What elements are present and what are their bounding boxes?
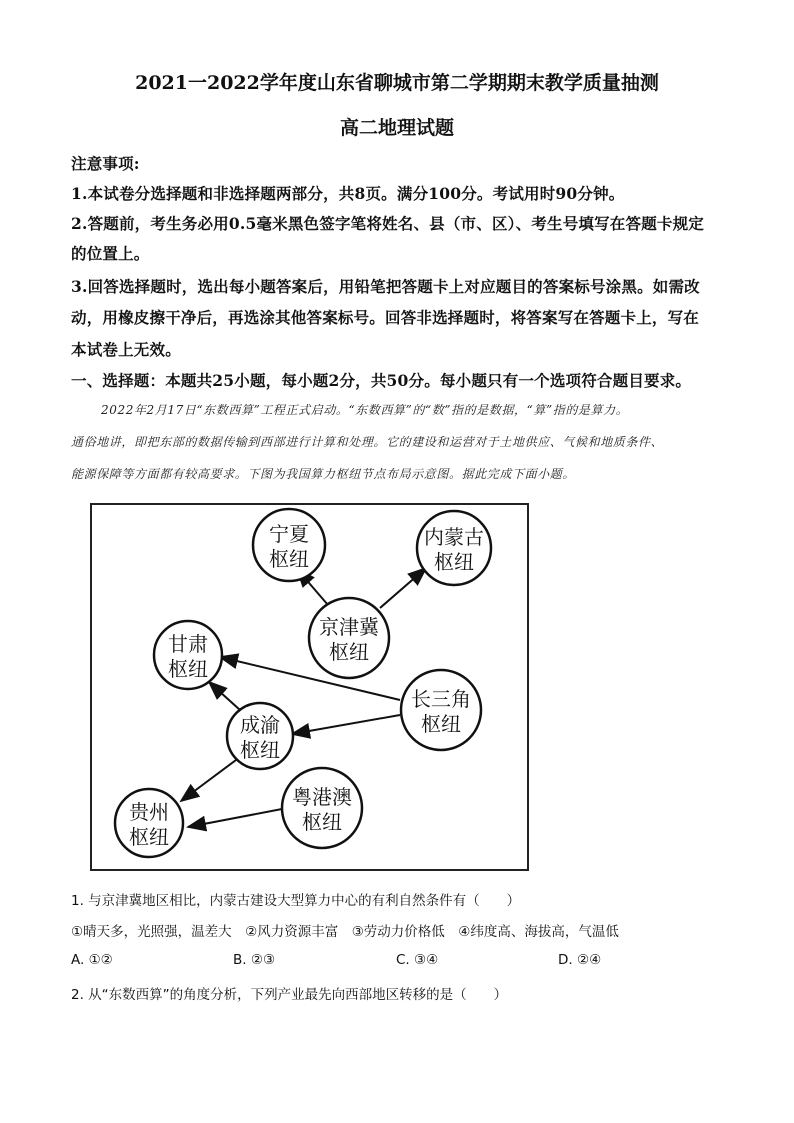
arrow-yuegangao-guizhou xyxy=(188,809,282,827)
notice-item-2-line-1: 2.答题前，考生务必用0.5毫米黑色签字笔将姓名、县（市、区）、考生号填写在答题卡规定 xyxy=(71,214,704,233)
intro-line-3: 能源保障等方面都有较高要求。下图为我国算力枢纽节点布局示意图。据此完成下面小题。 xyxy=(71,467,576,481)
notice-heading: 注意事项: xyxy=(71,154,140,173)
question-1-option-d: D. ②④ xyxy=(558,952,602,968)
svg-text:内蒙古: 内蒙古 xyxy=(424,525,484,549)
svg-text:长三角: 长三角 xyxy=(411,687,471,711)
question-1-option-b: B. ②③ xyxy=(233,952,276,968)
exam-subtitle: 高二地理试题 xyxy=(339,117,454,139)
notice-item-3-line-2: 动，用橡皮擦干净后，再选涂其他答案标号。回答非选择题时，将答案写在答题卡上，写在 xyxy=(71,308,700,327)
arrow-jingjinji-neimenggu xyxy=(380,568,426,608)
computing-hub-diagram xyxy=(90,503,529,871)
notice-item-2-line-2: 的位置上。 xyxy=(71,244,150,263)
svg-text:贵州: 贵州 xyxy=(129,800,169,824)
notice-item-3-line-3: 本试卷上无效。 xyxy=(71,340,181,359)
svg-text:枢纽: 枢纽 xyxy=(240,738,280,762)
notice-item-1: 1.本试卷分选择题和非选择题两部分，共8页。满分100分。考试用时90分钟。 xyxy=(71,184,625,203)
question-1-conditions: ①晴天多，光照强，温差大 ②风力资源丰富 ③劳动力价格低 ④纬度高、海拔高，气温低 xyxy=(71,924,619,940)
node-neimenggu xyxy=(417,511,491,585)
question-1-option-a: A. ①② xyxy=(71,952,113,968)
svg-text:枢纽: 枢纽 xyxy=(129,825,169,849)
intro-line-1: 2022年2月17日“东数西算”工程正式启动。“东数西算”的“数”指的是数据，“算”指的是算力。 xyxy=(101,403,629,417)
svg-text:成渝: 成渝 xyxy=(240,713,280,737)
svg-text:粤港澳: 粤港澳 xyxy=(292,785,352,809)
svg-text:甘肃: 甘肃 xyxy=(168,632,208,656)
node-jingjinji xyxy=(309,598,389,678)
svg-text:枢纽: 枢纽 xyxy=(302,810,342,834)
arrow-changsanjiao-chengyu xyxy=(292,715,400,734)
node-chengyu xyxy=(227,703,293,769)
svg-text:宁夏: 宁夏 xyxy=(269,522,309,546)
svg-text:枢纽: 枢纽 xyxy=(434,550,474,574)
svg-text:枢纽: 枢纽 xyxy=(168,657,208,681)
arrow-chengyu-gansu xyxy=(209,682,240,710)
svg-text:枢纽: 枢纽 xyxy=(329,640,369,664)
question-1-option-c: C. ③④ xyxy=(396,952,439,968)
node-ningxia xyxy=(253,509,325,581)
node-changsanjiao xyxy=(401,670,481,750)
node-yuegangao xyxy=(282,768,362,848)
notice-item-3-line-1: 3.回答选择题时，选出每小题答案后，用铅笔把答题卡上对应题目的答案标号涂黑。如需改 xyxy=(71,277,700,296)
node-gansu xyxy=(154,621,222,689)
section-heading: 一、选择题：本题共25小题，每小题2分，共50分。每小题只有一个选项符合题目要求。 xyxy=(71,371,692,390)
svg-text:枢纽: 枢纽 xyxy=(269,547,309,571)
intro-line-2: 通俗地讲，即把东部的数据传输到西部进行计算和处理。它的建设和运营对于土地供应、气候和地质条件、 xyxy=(71,435,664,449)
question-1-stem: 1. 与京津冀地区相比，内蒙古建设大型算力中心的有利自然条件有（ ） xyxy=(71,893,521,909)
node-guizhou xyxy=(115,789,183,857)
svg-text:京津冀: 京津冀 xyxy=(319,615,379,639)
arrow-chengyu-guizhou xyxy=(181,760,236,801)
exam-title: 2021一2022学年度山东省聊城市第二学期期末教学质量抽测 xyxy=(135,72,659,94)
svg-text:枢纽: 枢纽 xyxy=(421,712,461,736)
question-2-stem: 2. 从“东数西算”的角度分析，下列产业最先向西部地区转移的是（ ） xyxy=(71,987,508,1003)
